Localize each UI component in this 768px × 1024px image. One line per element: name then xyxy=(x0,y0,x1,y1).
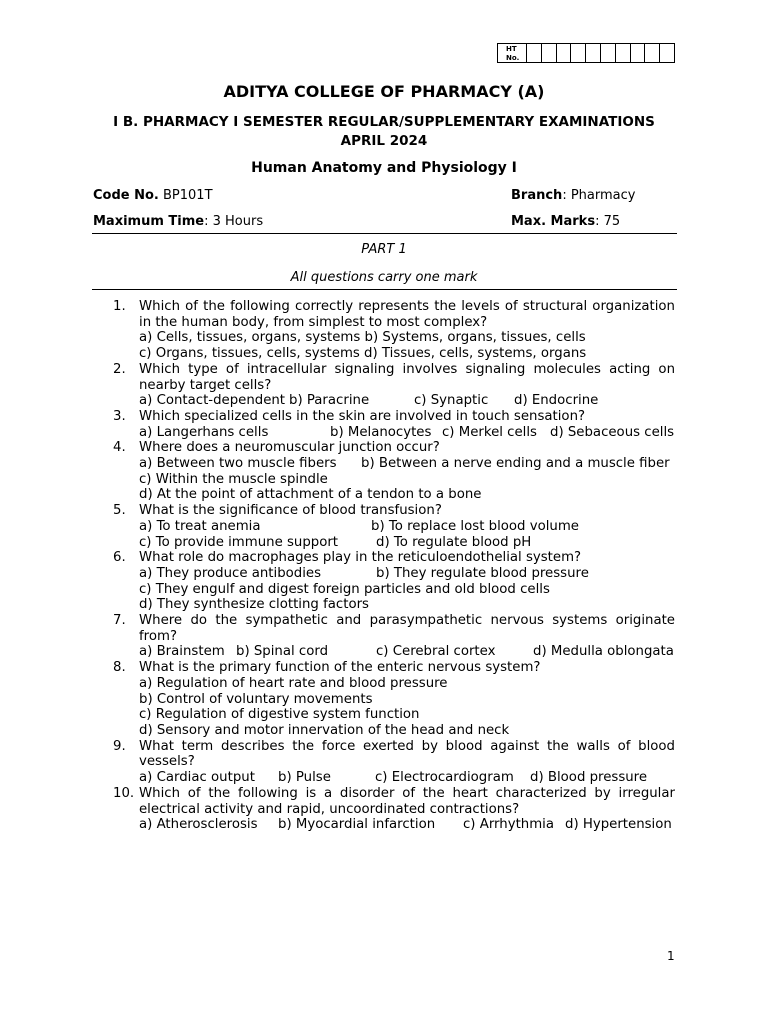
ht-digit-cell xyxy=(527,44,542,62)
divider xyxy=(92,233,677,234)
answer-option: d) Sensory and motor innervation of the head and neck xyxy=(139,722,510,738)
answer-option: a) Atherosclerosis xyxy=(139,817,258,833)
exam-title-line2: APRIL 2024 xyxy=(340,133,428,149)
question-number: 6. xyxy=(113,550,126,566)
answer-option: b) Melanocytes xyxy=(330,424,432,440)
option-row xyxy=(139,487,675,503)
question-number: 3. xyxy=(113,408,126,424)
code-label: Code No. xyxy=(93,188,159,203)
option-row xyxy=(139,346,675,362)
question-text: What term describes the force exerted by blood against the walls of blood vessels? xyxy=(139,738,675,770)
question-text: What is the significance of blood transfusion? xyxy=(139,503,442,519)
answer-option: b) Between a nerve ending and a muscle fiber xyxy=(361,456,670,472)
ht-digit-cell xyxy=(601,44,616,62)
question-item xyxy=(113,409,675,440)
branch xyxy=(511,188,635,203)
ht-digit-cell xyxy=(660,44,674,62)
question-number: 9. xyxy=(113,738,126,754)
question-item xyxy=(113,739,675,786)
option-row xyxy=(139,425,675,441)
answer-option: d) Blood pressure xyxy=(530,770,648,786)
answer-option: a) To treat anemia xyxy=(139,518,261,534)
answer-option: a) Regulation of heart rate and blood pressure xyxy=(139,675,448,691)
question-body xyxy=(139,299,675,362)
option-row xyxy=(139,707,675,723)
option-row xyxy=(139,644,675,660)
answer-option: b) Pulse xyxy=(278,770,331,786)
question-item xyxy=(113,786,675,833)
option-row xyxy=(139,723,675,739)
option-row xyxy=(139,676,675,692)
time-label: Maximum Time xyxy=(93,214,205,229)
answer-option: c) Electrocardiogram xyxy=(375,770,514,786)
question-text: Which of the following is a disorder of the heart characterized by irregular electrical activity and rapid, uncoordinated contractions? xyxy=(139,785,675,817)
answer-option: c) Regulation of digestive system function xyxy=(139,707,420,723)
exam-title-line1: I B. PHARMACY I SEMESTER REGULAR/SUPPLEMENTARY EXAMINATIONS xyxy=(113,114,655,130)
ht-digit-cell xyxy=(631,44,646,62)
option-row xyxy=(139,393,675,409)
answer-option: b) To replace lost blood volume xyxy=(371,518,579,534)
ht-digit-cell xyxy=(616,44,631,62)
code-number xyxy=(93,188,213,203)
answer-option: d) Endocrine xyxy=(514,393,599,409)
answer-option: a) Between two muscle fibers xyxy=(139,456,337,472)
answer-option: c) Organs, tissues, cells, systems d) Tissues, cells, systems, organs xyxy=(139,346,587,362)
question-number: 4. xyxy=(113,440,126,456)
code-value: BP101T xyxy=(158,188,213,203)
question-item xyxy=(113,660,675,739)
option-row xyxy=(139,597,675,613)
question-body xyxy=(139,409,675,440)
question-text: Where does a neuromuscular junction occur? xyxy=(139,440,440,456)
question-item xyxy=(113,362,675,409)
ht-digit-cell xyxy=(586,44,601,62)
answer-option: c) They engulf and digest foreign particles and old blood cells xyxy=(139,581,550,597)
answer-option: b) Spinal cord xyxy=(236,644,329,660)
question-text: Which specialized cells in the skin are involved in touch sensation? xyxy=(139,408,586,424)
marks-label: Max. Marks xyxy=(511,214,596,229)
ht-digit-cell xyxy=(571,44,586,62)
answer-option: b) Myocardial infarction xyxy=(278,817,436,833)
answer-option: a) Contact-dependent xyxy=(139,393,286,409)
answer-option: d) At the point of attachment of a tendon to a bone xyxy=(139,487,482,503)
ht-label xyxy=(498,44,527,62)
subject-title: Human Anatomy and Physiology I xyxy=(251,160,517,176)
option-row xyxy=(139,692,675,708)
answer-option: c) Synaptic xyxy=(414,393,489,409)
part-title: PART 1 xyxy=(361,242,407,257)
answer-option: b) Control of voluntary movements xyxy=(139,691,373,707)
answer-option: d) To regulate blood pH xyxy=(376,534,532,550)
ht-digit-cell xyxy=(557,44,572,62)
maximum-time xyxy=(93,214,263,229)
answer-option: d) Sebaceous cells xyxy=(550,424,675,440)
question-item xyxy=(113,503,675,550)
time-value: : 3 Hours xyxy=(204,214,264,229)
question-item xyxy=(113,440,675,503)
option-row xyxy=(139,330,675,346)
option-row xyxy=(139,519,675,535)
answer-option: b) Paracrine xyxy=(289,393,370,409)
option-row xyxy=(139,456,675,472)
max-marks xyxy=(511,214,620,229)
question-item xyxy=(113,299,675,362)
question-body xyxy=(139,660,675,739)
answer-option: c) Cerebral cortex xyxy=(376,644,496,660)
answer-option: a) Cells, tissues, organs, systems b) Systems, organs, tissues, cells xyxy=(139,330,586,346)
question-number: 1. xyxy=(113,299,126,314)
answer-option: a) Brainstem xyxy=(139,644,225,660)
page-number: 1 xyxy=(667,949,675,963)
branch-label: Branch xyxy=(511,188,563,203)
question-number: 2. xyxy=(113,361,126,377)
ht-label-line2: No. xyxy=(506,54,520,62)
question-text: Where do the sympathetic and parasympathetic nervous systems originate from? xyxy=(139,613,675,644)
answer-option: c) Within the muscle spindle xyxy=(139,471,328,487)
option-row xyxy=(139,535,675,551)
answer-option: a) Cardiac output xyxy=(139,770,255,786)
college-name: ADITYA COLLEGE OF PHARMACY (A) xyxy=(223,82,545,101)
answer-option: d) They synthesize clotting factors xyxy=(139,597,369,613)
option-row xyxy=(139,770,675,786)
question-number: 8. xyxy=(113,660,126,676)
question-body xyxy=(139,362,675,409)
question-text: What is the primary function of the enteric nervous system? xyxy=(139,660,541,676)
question-number: 5. xyxy=(113,503,126,519)
answer-option: a) They produce antibodies xyxy=(139,565,322,581)
answer-option: d) Hypertension xyxy=(565,817,672,833)
option-row xyxy=(139,472,675,488)
question-body xyxy=(139,613,675,660)
question-body xyxy=(139,503,675,550)
answer-option: d) Medulla oblongata xyxy=(533,644,674,660)
question-text: Which type of intracellular signaling involves signaling molecules acting on nearby target cells? xyxy=(139,361,675,393)
question-text: Which of the following correctly represents the levels of structural organization in the human body, from simplest to most complex? xyxy=(139,299,675,330)
question-body xyxy=(139,440,675,503)
option-row xyxy=(139,582,675,598)
option-row xyxy=(139,566,675,582)
answer-option: c) To provide immune support xyxy=(139,534,339,550)
ht-digit-cell xyxy=(645,44,660,62)
answer-option: a) Langerhans cells xyxy=(139,424,269,440)
exam-title xyxy=(92,113,676,151)
ht-digit-cell xyxy=(542,44,557,62)
answer-option: b) They regulate blood pressure xyxy=(376,565,589,581)
question-list xyxy=(113,299,675,833)
marks-value: : 75 xyxy=(595,214,621,229)
question-item xyxy=(113,550,675,613)
marks-note: All questions carry one mark xyxy=(290,270,478,285)
answer-option: c) Merkel cells xyxy=(442,424,537,440)
question-text: What role do macrophages play in the reticuloendothelial system? xyxy=(139,550,582,566)
branch-value: : Pharmacy xyxy=(562,188,636,203)
question-item xyxy=(113,613,675,660)
ht-label-line1: HT xyxy=(506,45,517,53)
question-number: 10. xyxy=(113,785,135,801)
question-body xyxy=(139,786,675,833)
hall-ticket-number-box xyxy=(497,43,675,63)
question-number: 7. xyxy=(113,613,126,629)
option-row xyxy=(139,817,675,833)
answer-option: c) Arrhythmia xyxy=(463,817,555,833)
divider xyxy=(92,289,677,290)
question-body xyxy=(139,739,675,786)
question-body xyxy=(139,550,675,613)
